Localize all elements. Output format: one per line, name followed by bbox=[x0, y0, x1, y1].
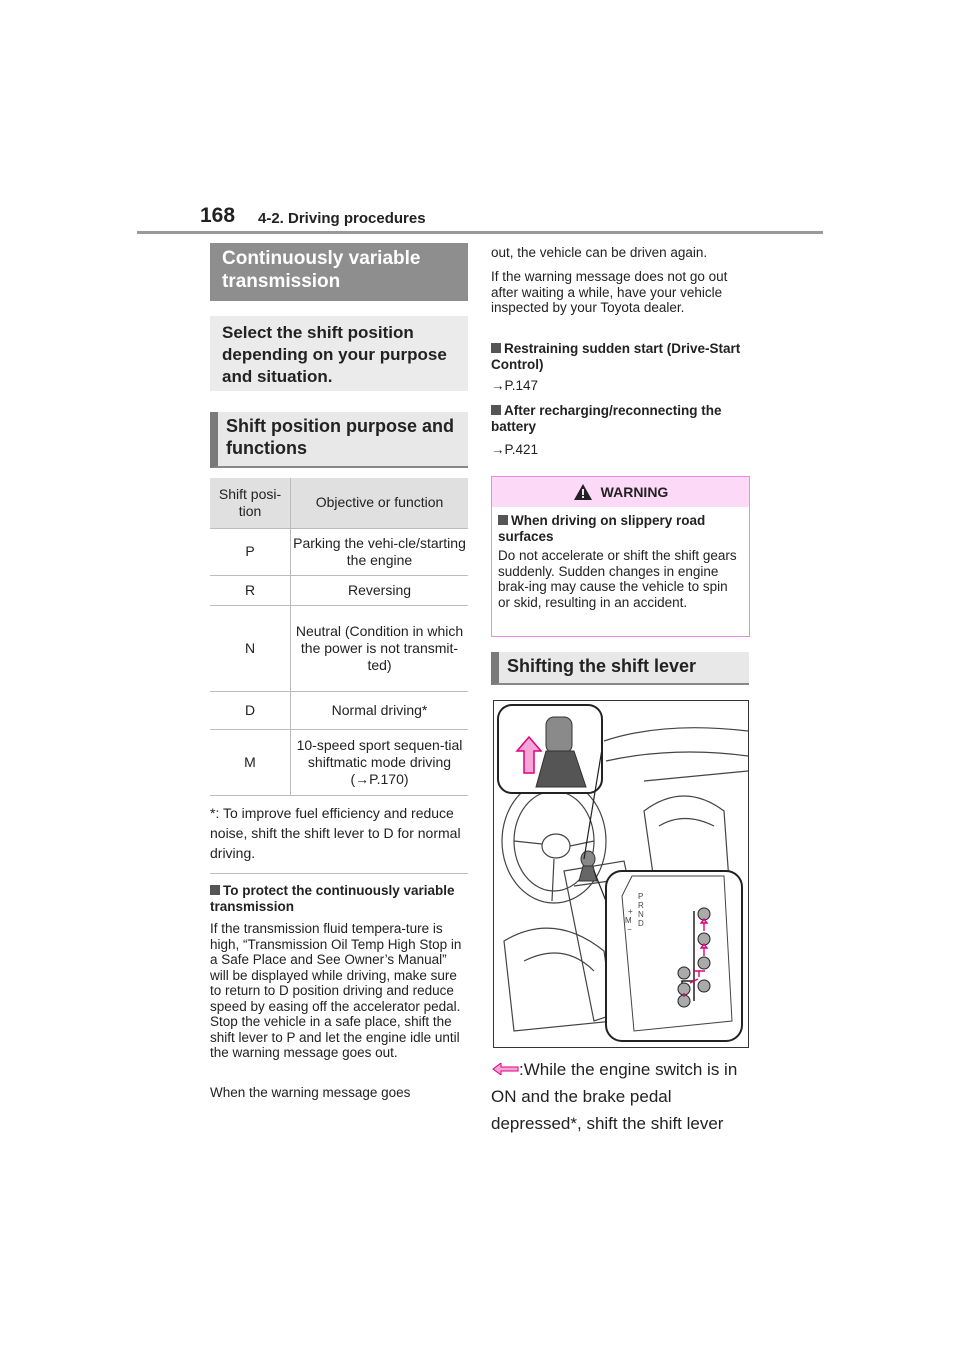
protect-heading: To protect the continuously variable transmission bbox=[210, 883, 455, 914]
table-cell-position: P bbox=[210, 528, 291, 575]
restrain-block bbox=[491, 341, 751, 372]
section-heading: Continuously variable transmission bbox=[210, 243, 468, 301]
table-cell-position: R bbox=[210, 575, 291, 605]
section-title: 4-2. Driving procedures bbox=[258, 210, 426, 227]
continued-text: out, the vehicle can be driven again. bbox=[491, 245, 708, 260]
page-number: 168 bbox=[200, 204, 236, 227]
table-header-function: Objective or function bbox=[291, 478, 469, 528]
gate-minus-label: − bbox=[627, 925, 632, 934]
protect-text: If the transmission fluid tempera-ture is high, “Transmission Oil Temp High Stop in a Safe Place and See Owner’s Manual” will be displayed while driving, make sure to return to D position driving and reduce speed by easing off the accelerator pedal. Stop the vehicle in a safe place, shift the shift lever to P and let the engine idle until the warning message goes out. bbox=[210, 921, 462, 1060]
protect-heading-block bbox=[210, 883, 468, 914]
table-cell-function: Parking the vehi-cle/starting the engine bbox=[291, 528, 469, 575]
caption-line-a: :While the engine switch is in ON and the brake pedal bbox=[491, 1060, 738, 1106]
recharge-heading: After recharging/reconnecting the battery bbox=[491, 403, 722, 434]
warning-heading-block bbox=[492, 507, 749, 544]
restrain-ref: →P.147 bbox=[491, 378, 539, 393]
caption-line-b: depressed*, shift the shift lever bbox=[491, 1114, 724, 1133]
table-header-position: Shift posi-tion bbox=[210, 478, 291, 528]
table-cell-function: Normal driving* bbox=[291, 691, 469, 729]
table-cell-position: M bbox=[210, 729, 291, 795]
table-cell-function: 10-speed sport sequen-tial shiftmatic mode driving (→P.170) bbox=[291, 729, 469, 795]
restrain-heading: Restraining sudden start (Drive-Start Control) bbox=[491, 341, 741, 372]
table-cell-position: D bbox=[210, 691, 291, 729]
subsection-heading: Shift position purpose and functions bbox=[210, 412, 468, 468]
square-bullet-icon bbox=[491, 343, 501, 353]
recharge-ref: →P.421 bbox=[491, 442, 539, 457]
warning-text: Do not accelerate or shift the shift gears suddenly. Sudden changes in engine brak-ing may cause the vehicle to spin or skid, resulting in an accident. bbox=[498, 548, 737, 610]
car-interior-drawing bbox=[494, 701, 748, 1047]
pink-arrow-icon bbox=[491, 1063, 519, 1075]
table-cell-position: N bbox=[210, 605, 291, 691]
warning-triangle-icon bbox=[573, 483, 593, 501]
warning-header bbox=[492, 477, 749, 507]
gate-letter-n: N bbox=[638, 910, 644, 919]
warning-label: WARNING bbox=[600, 484, 669, 500]
gate-letter-r: R bbox=[638, 901, 644, 910]
caption bbox=[491, 1056, 761, 1137]
table-cell-function: Neutral (Condition in which the power is not transmit-ted) bbox=[291, 605, 469, 691]
warning-message-text: If the warning message does not go out after waiting a while, have your vehicle inspected by your Toyota dealer. bbox=[491, 269, 728, 315]
divider bbox=[210, 873, 468, 874]
gate-plus-label: + bbox=[628, 907, 633, 916]
gate-mode-label: M bbox=[625, 916, 632, 925]
intro-box: Select the shift position depending on your purpose and situation. bbox=[210, 316, 468, 391]
when-text: When the warning message goes bbox=[210, 1085, 411, 1100]
gate-letter-p: P bbox=[638, 892, 644, 901]
square-bullet-icon bbox=[210, 885, 220, 895]
gate-letter-d: D bbox=[638, 919, 644, 928]
footnote: *: To improve fuel efficiency and reduce noise, shift the shift lever to D for normal driving. bbox=[210, 805, 461, 861]
square-bullet-icon bbox=[498, 515, 508, 525]
table-cell-function: Reversing bbox=[291, 575, 469, 605]
shift-position-table bbox=[210, 478, 468, 796]
warning-box bbox=[491, 476, 750, 637]
shift-lever-heading: Shifting the shift lever bbox=[491, 652, 749, 685]
warning-heading: When driving on slippery road surfaces bbox=[498, 513, 706, 544]
header-rule bbox=[137, 231, 823, 234]
recharge-block bbox=[491, 403, 751, 434]
square-bullet-icon bbox=[491, 405, 501, 415]
shift-lever-illustration bbox=[493, 700, 749, 1048]
